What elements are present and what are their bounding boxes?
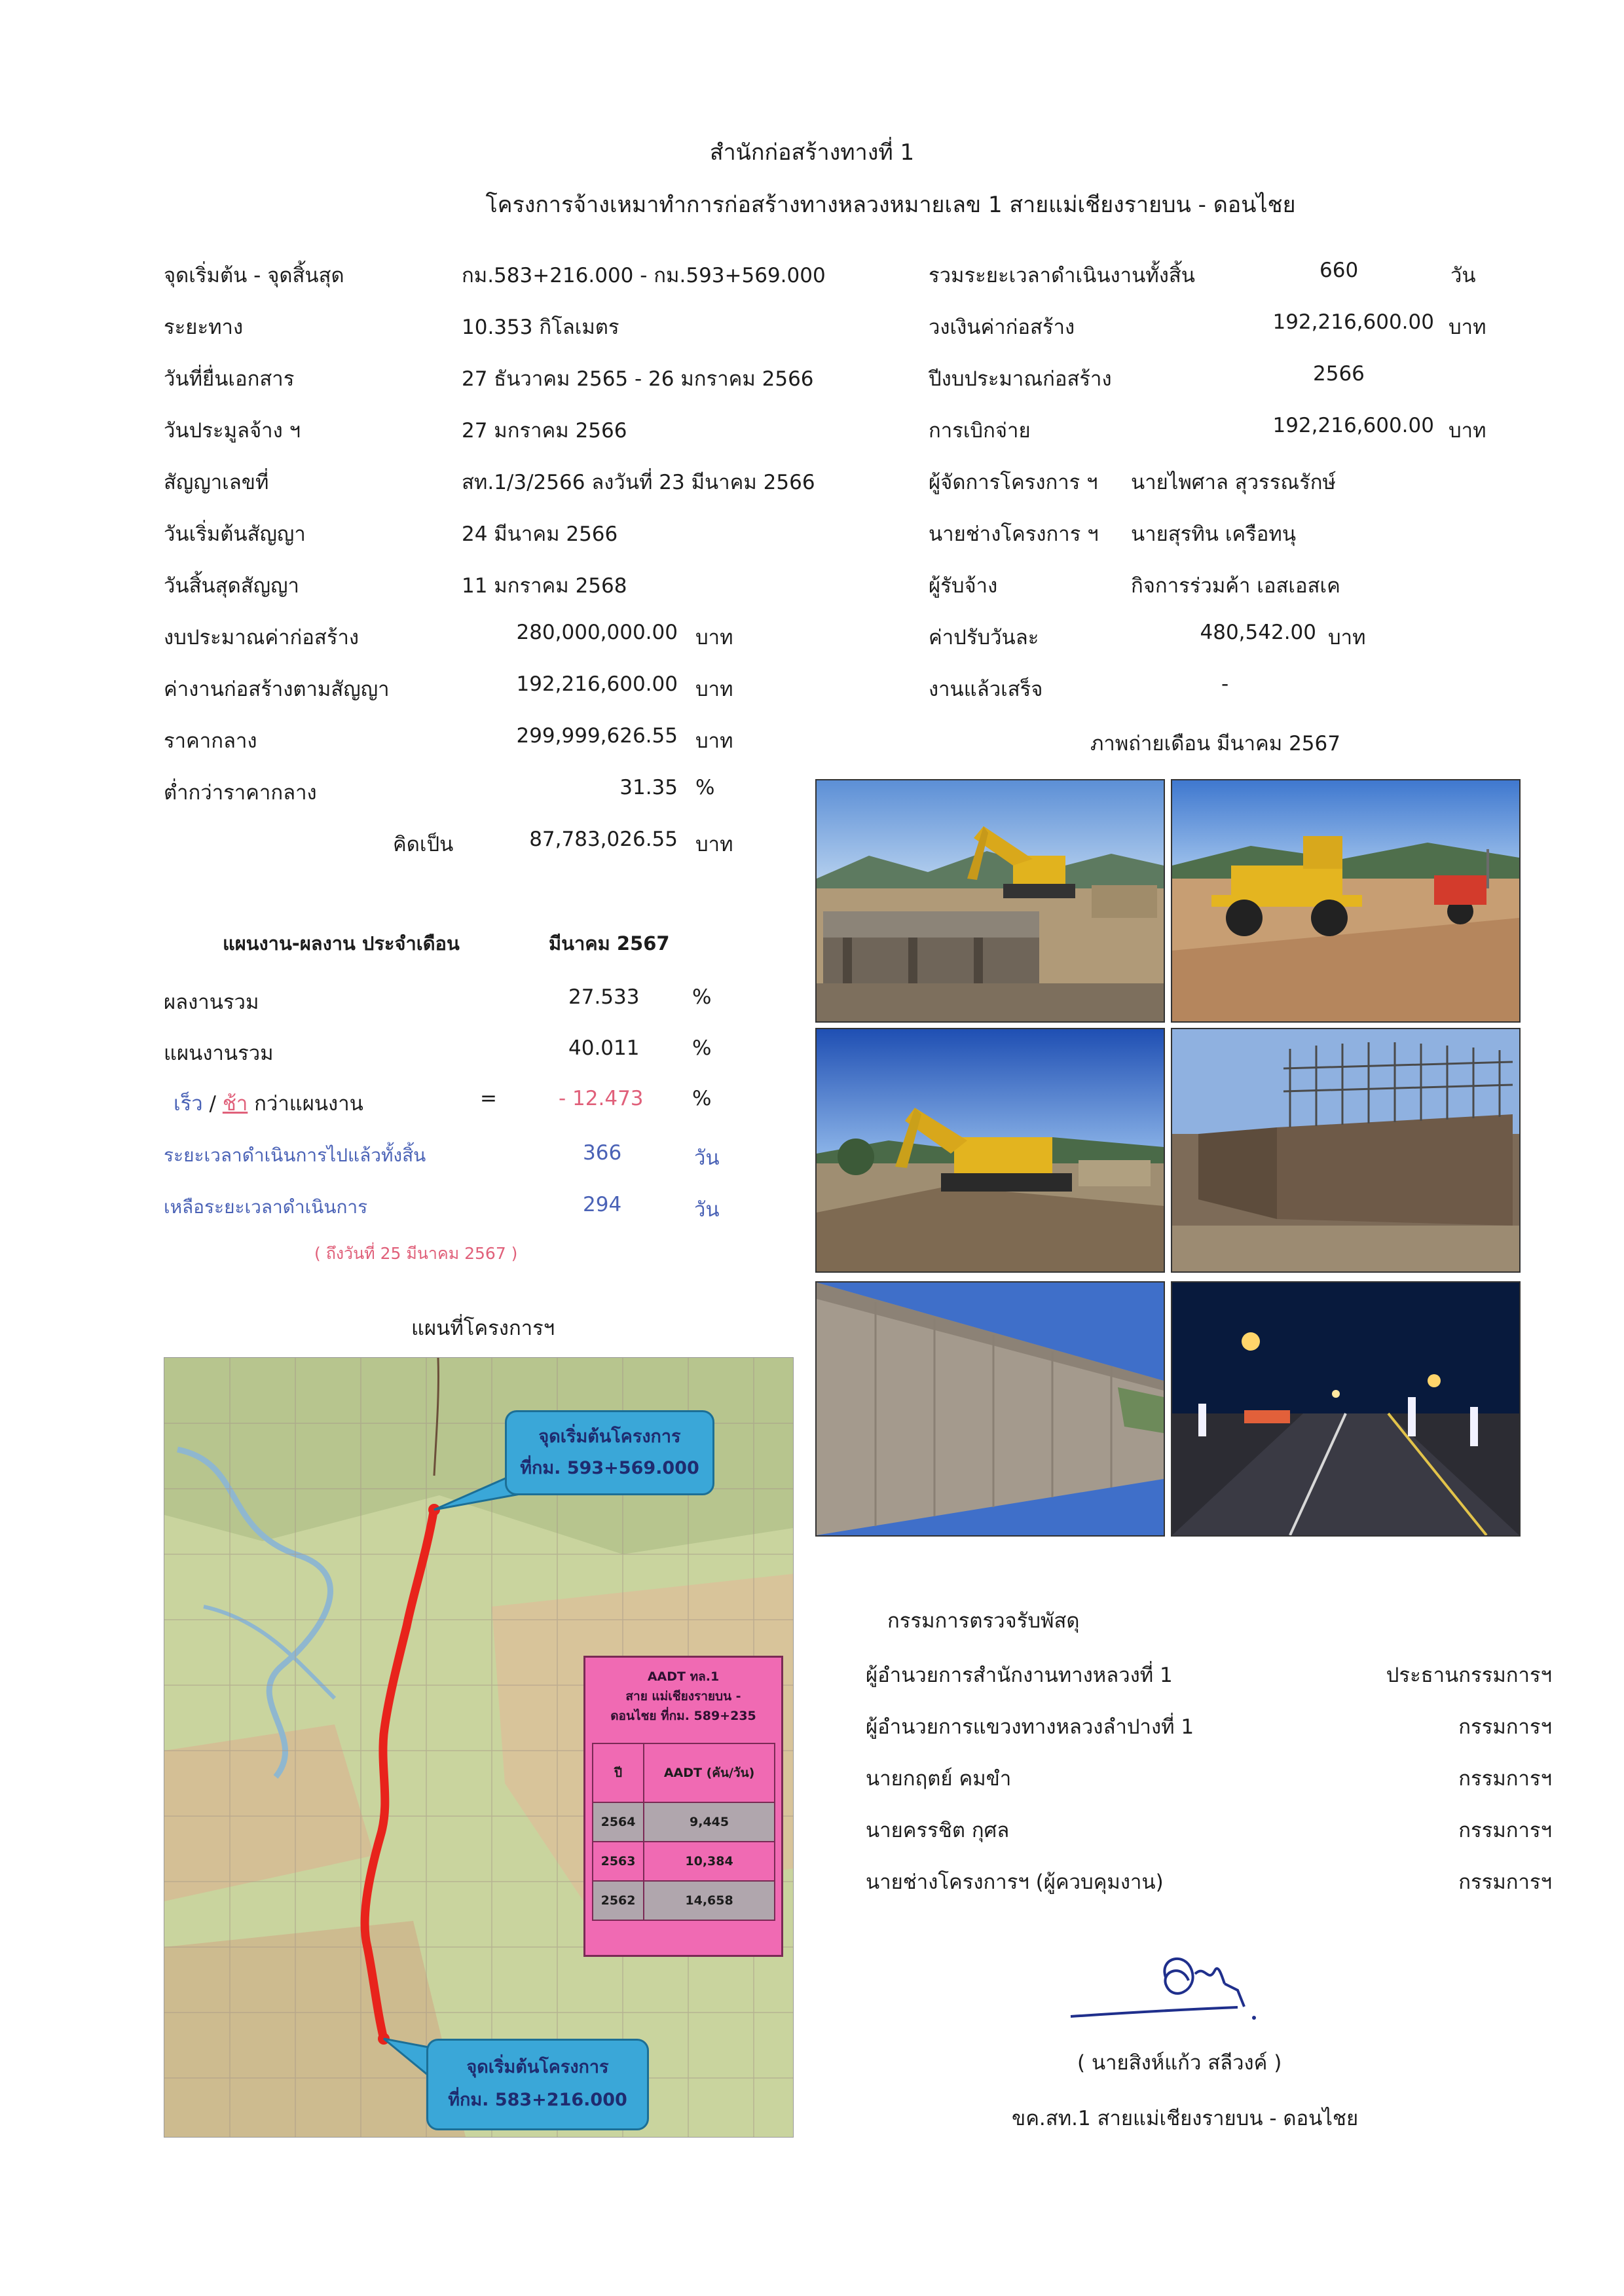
committee-member-role: กรรมการฯ — [1458, 1715, 1552, 1739]
info-label: จุดเริ่มต้น - จุดสิ้นสุด — [164, 264, 344, 287]
completed-label: งานแล้วเสร็จ — [929, 678, 1043, 701]
plan-value: 40.011 — [568, 1036, 640, 1060]
info-value: 27 ธันวาคม 2565 - 26 มกราคม 2566 — [462, 367, 814, 391]
diff-pct: % — [692, 1087, 712, 1110]
map-title: แผนที่โครงการฯ — [411, 1317, 555, 1340]
aadt-location: ดอนไชย ที่กม. 589+235 — [610, 1709, 756, 1723]
table-row — [593, 1842, 775, 1881]
contractor-label: ผู้รับจ้าง — [929, 574, 998, 598]
aadt-year: 2564 — [593, 1802, 644, 1842]
info-value: 11 มกราคม 2568 — [462, 574, 627, 598]
budget-unit: บาท — [695, 678, 733, 701]
budget-label: คิดเป็น — [393, 833, 454, 856]
site-photo-concrete-wall — [815, 1281, 1165, 1537]
elapsed-unit: วัน — [694, 1146, 720, 1170]
budget-amount: 87,783,026.55 — [529, 828, 678, 851]
aadt-table — [583, 1656, 783, 1957]
site-photo-excavator — [815, 1028, 1165, 1273]
info-label: สัญญาเลขที่ — [164, 471, 269, 494]
aadt-value: 9,445 — [644, 1802, 775, 1842]
committee-member-name: ผู้อำนวยการสำนักงานทางหลวงที่ 1 — [866, 1664, 1173, 1687]
table-row — [593, 1881, 775, 1920]
diff-value: - 12.473 — [559, 1087, 644, 1110]
end-callout — [426, 2039, 649, 2130]
actual-pct: % — [692, 985, 712, 1009]
signatory-position: ขค.สท.1 สายแม่เชียงรายบน - ดอนไชย — [1012, 2107, 1359, 2130]
behind-label: ช้า — [222, 1092, 248, 1116]
contractor-name: กิจการร่วมค้า เอสเอสเค — [1131, 574, 1340, 598]
compare-label: กว่าแผนงาน — [254, 1092, 363, 1116]
aadt-title: AADT ทล.1 — [647, 1669, 720, 1684]
table-row — [593, 1802, 775, 1842]
site-photo-grader — [1171, 779, 1521, 1023]
committee-member-name: นายกฤตย์ คมขำ — [866, 1767, 1012, 1791]
credit-unit: บาท — [1449, 316, 1486, 339]
info-label: วันประมูลจ้าง ฯ — [164, 419, 301, 443]
equals-sign: = — [480, 1087, 497, 1110]
disburse-unit: บาท — [1449, 419, 1486, 443]
committee-member-role: กรรมการฯ — [1458, 1870, 1552, 1894]
total-days-unit: วัน — [1450, 264, 1476, 287]
budget-label: งบประมาณค่าก่อสร้าง — [164, 626, 360, 649]
aadt-header-year: ปี — [593, 1743, 644, 1802]
committee-member-role: กรรมการฯ — [1458, 1767, 1552, 1791]
aadt-year: 2563 — [593, 1842, 644, 1881]
elapsed-value: 366 — [583, 1141, 622, 1165]
fine-label: ค่าปรับวันละ — [929, 626, 1039, 649]
progress-title: แผนงาน-ผลงาน ประจำเดือน — [223, 932, 460, 955]
photos-caption: ภาพถ่ายเดือน มีนาคม 2567 — [1090, 732, 1340, 756]
actual-label: ผลงานรวม — [164, 991, 259, 1014]
ahead-label: เร็ว — [174, 1092, 203, 1116]
end-callout-km: ที่กม. 583+216.000 — [448, 2090, 627, 2110]
remaining-value: 294 — [583, 1193, 622, 1216]
credit-label: วงเงินค่าก่อสร้าง — [929, 316, 1075, 339]
project-map — [164, 1357, 794, 2138]
fiscal-label: ปีงบประมาณก่อสร้าง — [929, 367, 1112, 391]
manager-name: นายไพศาล สุวรรณรักษ์ — [1131, 471, 1336, 494]
aadt-year: 2562 — [593, 1881, 644, 1920]
info-value: 27 มกราคม 2566 — [462, 419, 627, 443]
info-label: วันที่ยื่นเอกสาร — [164, 367, 295, 391]
slash: / — [209, 1092, 216, 1116]
as-of-date: ( ถึงวันที่ 25 มีนาคม 2567 ) — [314, 1244, 518, 1263]
site-photo-bridge-excavator — [815, 779, 1165, 1023]
budget-label: ต่ำกว่าราคากลาง — [164, 781, 317, 805]
committee-member-name: ผู้อำนวยการแขวงทางหลวงลำปางที่ 1 — [866, 1715, 1194, 1739]
budget-unit: บาท — [695, 729, 733, 753]
actual-value: 27.533 — [568, 985, 640, 1009]
info-value: สท.1/3/2566 ลงวันที่ 23 มีนาคม 2566 — [462, 471, 815, 494]
aadt-value: 14,658 — [644, 1881, 775, 1920]
budget-label: ค่างานก่อสร้างตามสัญญา — [164, 678, 390, 701]
aadt-header-value: AADT (คัน/วัน) — [644, 1743, 775, 1802]
start-callout-km: ที่กม. 593+569.000 — [520, 1458, 699, 1478]
engineer-name: นายสุรทิน เครือทนุ — [1131, 522, 1297, 546]
plan-pct: % — [692, 1036, 712, 1060]
total-days-label: รวมระยะเวลาดำเนินงานทั้งสิ้น — [929, 264, 1195, 287]
budget-amount: 299,999,626.55 — [516, 724, 678, 748]
fiscal-year: 2566 — [1313, 362, 1365, 386]
signatory-name: ( นายสิงห์แก้ว สลีวงค์ ) — [1077, 2051, 1282, 2075]
budget-unit: บาท — [695, 833, 733, 856]
completed-value: - — [1221, 672, 1229, 696]
budget-label: ราคากลาง — [164, 729, 257, 753]
committee-member-name: นายช่างโครงการฯ (ผู้ควบคุมงาน) — [866, 1870, 1164, 1894]
fine-amount: 480,542.00 — [1200, 621, 1316, 644]
project-title: โครงการจ้างเหมาทำการก่อสร้างทางหลวงหมายเลข 1 สายแม่เชียงรายบน - ดอนไชย — [485, 192, 1296, 218]
info-value: 24 มีนาคม 2566 — [462, 522, 618, 546]
total-days-value: 660 — [1320, 259, 1359, 282]
remaining-label: เหลือระยะเวลาดำเนินการ — [164, 1196, 368, 1218]
start-callout — [505, 1410, 714, 1495]
site-photo-night-road — [1171, 1281, 1521, 1537]
office-title: สำนักก่อสร้างทางที่ 1 — [709, 139, 915, 166]
budget-amount: 192,216,600.00 — [516, 672, 678, 696]
info-label: ระยะทาง — [164, 316, 244, 339]
info-label: วันเริ่มต้นสัญญา — [164, 522, 306, 546]
committee-member-role: ประธานกรรมการฯ — [1386, 1664, 1552, 1687]
aadt-value: 10,384 — [644, 1842, 775, 1881]
engineer-label: นายช่างโครงการ ฯ — [929, 522, 1099, 546]
committee-member-name: นายครรชิต กุศล — [866, 1819, 1010, 1842]
fine-unit: บาท — [1328, 626, 1366, 649]
disburse-label: การเบิกจ่าย — [929, 419, 1031, 443]
elapsed-label: ระยะเวลาดำเนินการไปแล้วทั้งสิ้น — [164, 1144, 426, 1166]
end-callout-title: จุดเริ่มต้นโครงการ — [466, 2057, 609, 2077]
info-value: กม.583+216.000 - กม.593+569.000 — [462, 264, 826, 287]
progress-month: มีนาคม 2567 — [549, 932, 670, 955]
committee-member-role: กรรมการฯ — [1458, 1819, 1552, 1842]
aadt-subtitle: สาย แม่เชียงรายบน - — [625, 1689, 741, 1704]
credit-amount: 192,216,600.00 — [1272, 310, 1434, 334]
committee-title: กรรมการตรวจรับพัสดุ — [887, 1609, 1080, 1633]
handwritten-signature — [1067, 1944, 1277, 2036]
budget-unit: % — [695, 776, 715, 799]
ahead-behind-row — [174, 1087, 363, 1120]
disburse-amount: 192,216,600.00 — [1272, 414, 1434, 437]
budget-amount: 280,000,000.00 — [516, 621, 678, 644]
budget-amount: 31.35 — [619, 776, 678, 799]
budget-unit: บาท — [695, 626, 733, 649]
manager-label: ผู้จัดการโครงการ ฯ — [929, 471, 1098, 494]
info-value: 10.353 กิโลเมตร — [462, 316, 619, 339]
remaining-unit: วัน — [694, 1198, 720, 1222]
site-photo-retaining-wall-rebar — [1171, 1028, 1521, 1273]
info-label: วันสิ้นสุดสัญญา — [164, 574, 299, 598]
start-callout-title: จุดเริ่มต้นโครงการ — [538, 1427, 681, 1447]
plan-label: แผนงานรวม — [164, 1042, 274, 1065]
